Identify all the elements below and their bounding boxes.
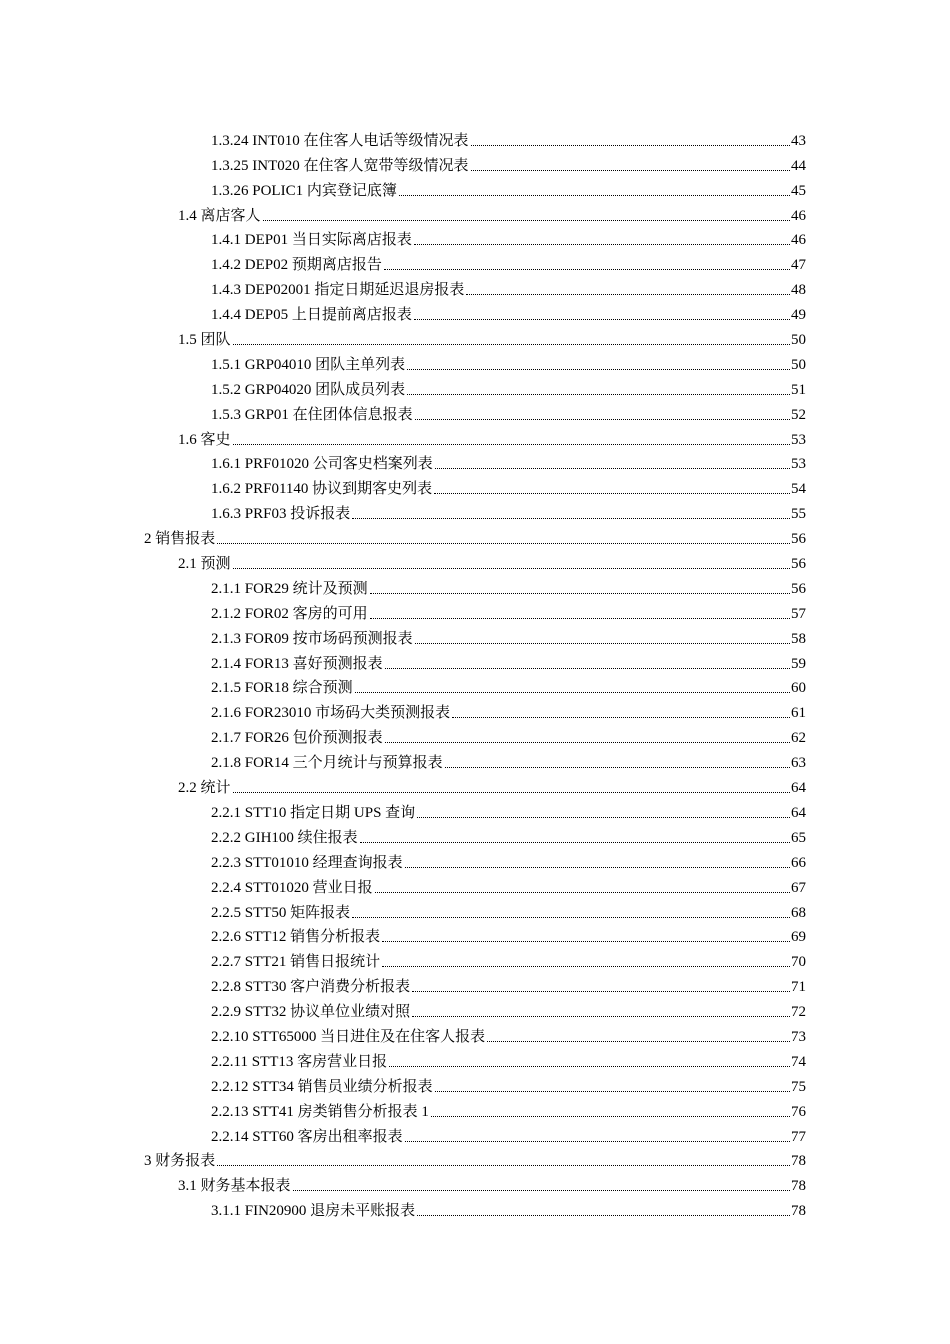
toc-entry-page-number: 52 [791, 406, 806, 423]
toc-entry[interactable] [0, 1121, 806, 1146]
toc-entry-title: 2.2.6 STT12 销售分析报表 [211, 929, 381, 946]
toc-entry[interactable] [0, 722, 806, 747]
toc-entry-title: 1.3.24 INT010 在住客人电话等级情况表 [211, 132, 469, 149]
toc-entry[interactable] [0, 200, 806, 225]
toc-dot-leader [385, 741, 790, 743]
toc-dot-leader [233, 343, 790, 345]
toc-entry-page-number: 69 [791, 929, 806, 946]
toc-dot-leader [217, 542, 790, 544]
toc-entry-page-number: 56 [791, 580, 806, 597]
toc-entry-page-number: 71 [791, 979, 806, 996]
toc-entry-page-number: 61 [791, 705, 806, 722]
toc-entry-title: 2.1.7 FOR26 包价预测报表 [211, 730, 383, 747]
toc-entry-page-number: 57 [791, 605, 806, 622]
toc-entry[interactable] [0, 1046, 806, 1071]
toc-entry-page-number: 65 [791, 829, 806, 846]
toc-entry[interactable] [0, 125, 806, 150]
toc-entry[interactable] [0, 150, 806, 175]
toc-entry[interactable] [0, 498, 806, 523]
toc-entry[interactable] [0, 225, 806, 250]
toc-entry-title: 1.5 团队 [178, 332, 231, 349]
toc-entry-page-number: 62 [791, 730, 806, 747]
toc-dot-leader [360, 841, 790, 843]
toc-entry[interactable] [0, 697, 806, 722]
toc-dot-leader [466, 293, 790, 295]
toc-entry-title: 1.4.2 DEP02 预期离店报告 [211, 257, 382, 274]
toc-dot-leader [434, 492, 790, 494]
toc-entry-page-number: 78 [791, 1203, 806, 1220]
toc-entry-title: 1.6.1 PRF01020 公司客史档案列表 [211, 456, 433, 473]
toc-dot-leader [370, 617, 790, 619]
toc-entry-page-number: 75 [791, 1078, 806, 1095]
toc-entry-title: 2.2.7 STT21 销售日报统计 [211, 954, 381, 971]
toc-entry-title: 2.2.4 STT01020 营业日报 [211, 879, 373, 896]
toc-entry[interactable] [0, 971, 806, 996]
toc-entry-title: 1.3.25 INT020 在住客人宽带等级情况表 [211, 157, 469, 174]
toc-dot-leader [233, 443, 790, 445]
toc-entry-page-number: 73 [791, 1028, 806, 1045]
toc-dot-leader [355, 691, 790, 693]
toc-entry-page-number: 72 [791, 1004, 806, 1021]
toc-entry-page-number: 50 [791, 332, 806, 349]
toc-entry[interactable] [0, 324, 806, 349]
toc-dot-leader [293, 1189, 790, 1191]
toc-entry-page-number: 50 [791, 356, 806, 373]
toc-dot-leader [263, 219, 790, 221]
toc-entry[interactable] [0, 299, 806, 324]
toc-entry[interactable] [0, 548, 806, 573]
toc-entry-title: 1.4.4 DEP05 上日提前离店报表 [211, 307, 412, 324]
toc-entry-title: 2.1.5 FOR18 综合预测 [211, 680, 353, 697]
toc-entry-title: 1.5.2 GRP04020 团队成员列表 [211, 381, 406, 398]
toc-dot-leader [471, 169, 791, 171]
toc-entry-page-number: 48 [791, 282, 806, 299]
toc-entry[interactable] [0, 424, 806, 449]
toc-entry-page-number: 77 [791, 1128, 806, 1145]
toc-entry-title: 2.2.2 GIH100 续住报表 [211, 829, 358, 846]
toc-entry-title: 2.1.3 FOR09 按市场码预测报表 [211, 630, 413, 647]
toc-entry[interactable] [0, 996, 806, 1021]
toc-dot-leader [352, 517, 790, 519]
toc-entry-page-number: 54 [791, 481, 806, 498]
toc-entry-title: 2.2.10 STT65000 当日进住及在住客人报表 [211, 1028, 486, 1045]
toc-dot-leader [233, 791, 790, 793]
toc-entry[interactable] [0, 374, 806, 399]
toc-entry[interactable] [0, 175, 806, 200]
toc-entry[interactable] [0, 922, 806, 947]
toc-dot-leader [487, 1040, 790, 1042]
toc-entry-title: 1.4.1 DEP01 当日实际离店报表 [211, 232, 412, 249]
toc-entry-page-number: 68 [791, 904, 806, 921]
toc-entry-page-number: 53 [791, 431, 806, 448]
toc-entry-title: 2.2 统计 [178, 780, 231, 797]
toc-entry-page-number: 46 [791, 207, 806, 224]
toc-entry-title: 2.2.3 STT01010 经理查询报表 [211, 854, 403, 871]
toc-entry-title: 1.4 离店客人 [178, 207, 261, 224]
toc-dot-leader [471, 144, 791, 146]
toc-entry-title: 1.3.26 POLIC1 内宾登记底簿 [211, 182, 397, 199]
toc-entry-title: 2.2.5 STT50 矩阵报表 [211, 904, 351, 921]
toc-entry-title: 2.1.4 FOR13 喜好预测报表 [211, 655, 383, 672]
toc-dot-leader [412, 990, 790, 992]
toc-dot-leader [412, 1015, 790, 1017]
toc-entry-title: 2.2.13 STT41 房类销售分析报表 1 [211, 1103, 429, 1120]
toc-dot-leader [233, 567, 790, 569]
toc-entry-title: 1.6.2 PRF01140 协议到期客史列表 [211, 481, 433, 498]
toc-dot-leader [375, 891, 790, 893]
toc-dot-leader [405, 1140, 790, 1142]
toc-entry[interactable] [0, 772, 806, 797]
toc-entry-title: 3 财务报表 [144, 1153, 216, 1170]
toc-entry[interactable] [0, 1146, 806, 1171]
toc-entry[interactable] [0, 648, 806, 673]
toc-entry-page-number: 47 [791, 257, 806, 274]
toc-entry-title: 2.2.8 STT30 客户消费分析报表 [211, 979, 411, 996]
toc-entry[interactable] [0, 1195, 806, 1220]
toc-entry[interactable] [0, 1021, 806, 1046]
toc-entry-title: 2.1.6 FOR23010 市场码大类预测报表 [211, 705, 451, 722]
toc-entry-title: 1.6 客史 [178, 431, 231, 448]
toc-entry[interactable] [0, 946, 806, 971]
toc-dot-leader [415, 642, 790, 644]
toc-entry-page-number: 70 [791, 954, 806, 971]
toc-dot-leader [415, 418, 790, 420]
toc-dot-leader [417, 1214, 790, 1216]
toc-dot-leader [445, 766, 790, 768]
toc-entry-title: 1.5.3 GRP01 在住团体信息报表 [211, 406, 413, 423]
toc-dot-leader [417, 816, 790, 818]
toc-entry-page-number: 64 [791, 804, 806, 821]
table-of-contents [0, 125, 950, 1220]
toc-entry-title: 2.1.2 FOR02 客房的可用 [211, 605, 368, 622]
toc-entry-page-number: 46 [791, 232, 806, 249]
toc-entry[interactable] [0, 349, 806, 374]
toc-entry-page-number: 66 [791, 854, 806, 871]
toc-entry[interactable] [0, 598, 806, 623]
toc-dot-leader [370, 592, 790, 594]
toc-entry-page-number: 55 [791, 506, 806, 523]
toc-entry-title: 3.1 财务基本报表 [178, 1178, 291, 1195]
toc-entry-page-number: 76 [791, 1103, 806, 1120]
toc-entry-page-number: 67 [791, 879, 806, 896]
toc-dot-leader [431, 1115, 790, 1117]
toc-entry-title: 2.1.8 FOR14 三个月统计与预算报表 [211, 755, 443, 772]
toc-entry-page-number: 60 [791, 680, 806, 697]
toc-entry[interactable] [0, 523, 806, 548]
toc-entry-page-number: 59 [791, 655, 806, 672]
toc-entry-title: 2.1 预测 [178, 556, 231, 573]
toc-dot-leader [414, 318, 790, 320]
toc-entry-page-number: 74 [791, 1053, 806, 1070]
toc-entry[interactable] [0, 797, 806, 822]
toc-entry[interactable] [0, 1071, 806, 1096]
toc-entry[interactable] [0, 673, 806, 698]
toc-entry-page-number: 58 [791, 630, 806, 647]
toc-entry-title: 2.2.1 STT10 指定日期 UPS 查询 [211, 804, 416, 821]
toc-entry-page-number: 45 [791, 182, 806, 199]
toc-entry-title: 2 销售报表 [144, 531, 216, 548]
toc-entry-title: 2.2.11 STT13 客房营业日报 [211, 1053, 388, 1070]
toc-entry[interactable] [0, 274, 806, 299]
toc-entry[interactable] [0, 573, 806, 598]
toc-dot-leader [435, 467, 790, 469]
toc-entry[interactable] [0, 822, 806, 847]
toc-dot-leader [405, 866, 790, 868]
toc-dot-leader [452, 716, 790, 718]
toc-entry-page-number: 56 [791, 531, 806, 548]
toc-entry-title: 3.1.1 FIN20900 退房未平账报表 [211, 1203, 416, 1220]
toc-entry-title: 1.6.3 PRF03 投诉报表 [211, 506, 351, 523]
toc-entry[interactable] [0, 249, 806, 274]
toc-entry-title: 2.1.1 FOR29 统计及预测 [211, 580, 368, 597]
toc-entry[interactable] [0, 1170, 806, 1195]
toc-entry[interactable] [0, 449, 806, 474]
toc-entry[interactable] [0, 897, 806, 922]
toc-entry-page-number: 43 [791, 132, 806, 149]
toc-entry[interactable] [0, 623, 806, 648]
toc-entry[interactable] [0, 1096, 806, 1121]
toc-dot-leader [352, 916, 790, 918]
toc-entry[interactable] [0, 473, 806, 498]
toc-entry[interactable] [0, 847, 806, 872]
toc-entry-page-number: 51 [791, 381, 806, 398]
toc-dot-leader [435, 1090, 790, 1092]
toc-entry-page-number: 64 [791, 780, 806, 797]
toc-dot-leader [382, 940, 790, 942]
toc-entry-page-number: 78 [791, 1178, 806, 1195]
toc-entry-page-number: 44 [791, 157, 806, 174]
toc-entry-title: 1.4.3 DEP02001 指定日期延迟退房报表 [211, 282, 465, 299]
toc-entry-title: 1.5.1 GRP04010 团队主单列表 [211, 356, 406, 373]
toc-entry-page-number: 56 [791, 556, 806, 573]
toc-entry-title: 2.2.9 STT32 协议单位业绩对照 [211, 1004, 411, 1021]
toc-entry-page-number: 53 [791, 456, 806, 473]
toc-dot-leader [217, 1164, 790, 1166]
toc-dot-leader [407, 368, 790, 370]
toc-entry[interactable] [0, 399, 806, 424]
toc-entry-page-number: 78 [791, 1153, 806, 1170]
toc-dot-leader [399, 194, 790, 196]
toc-entry-title: 2.2.14 STT60 客房出租率报表 [211, 1128, 403, 1145]
toc-entry[interactable] [0, 747, 806, 772]
toc-entry-page-number: 49 [791, 307, 806, 324]
toc-dot-leader [384, 268, 790, 270]
toc-entry-title: 2.2.12 STT34 销售员业绩分析报表 [211, 1078, 433, 1095]
toc-dot-leader [385, 667, 790, 669]
toc-dot-leader [407, 393, 790, 395]
toc-dot-leader [382, 965, 790, 967]
toc-dot-leader [414, 243, 790, 245]
toc-entry[interactable] [0, 872, 806, 897]
toc-dot-leader [389, 1065, 790, 1067]
toc-entry-page-number: 63 [791, 755, 806, 772]
